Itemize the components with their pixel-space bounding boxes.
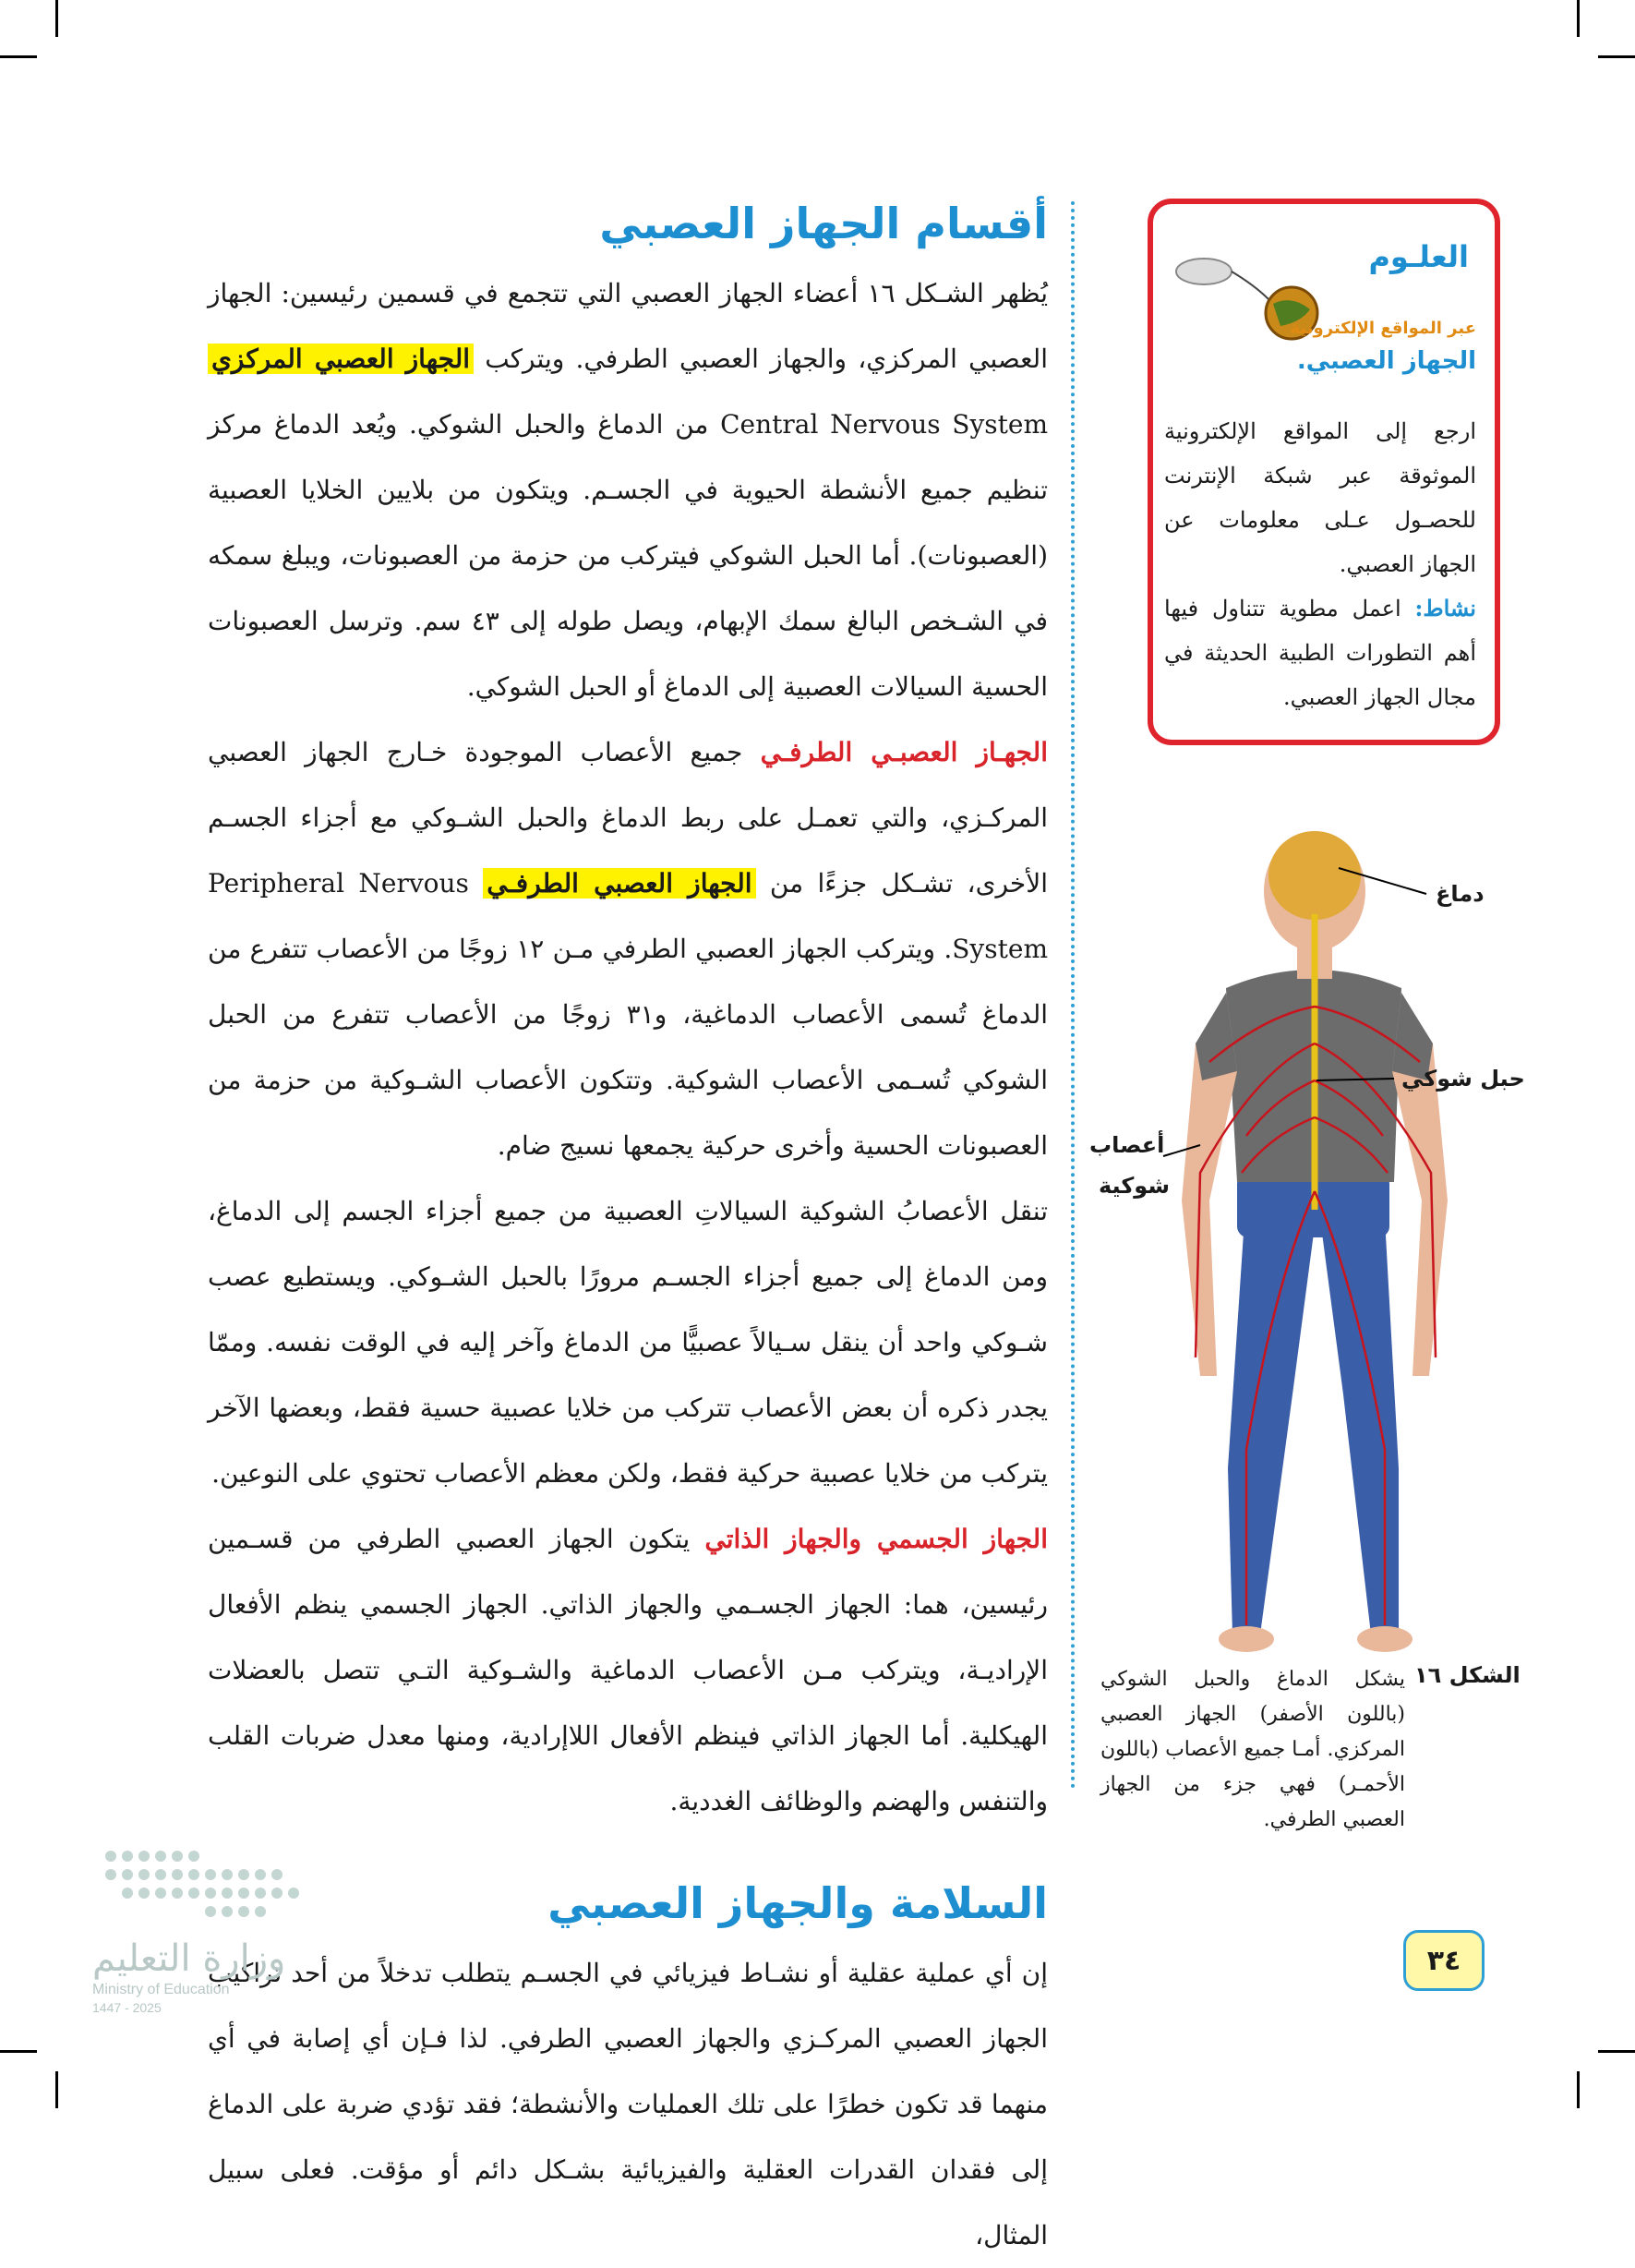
nervous-system-figure — [1089, 803, 1551, 1764]
activity-label: نشاط: — [1414, 595, 1476, 621]
ministry-english: Ministry of Education — [92, 1982, 230, 1997]
science-online-logo — [1162, 230, 1476, 338]
crop-mark — [55, 2071, 58, 2108]
figure-caption: يشكل الدماغ والحبل الشوكي (باللون الأصفر) الجهاز العصبي المركزي. أمـا جميع الأعصاب (باللون الأحمـر) فهي جزء من الجهاز العصبي الطرفي. — [1100, 1668, 1405, 1831]
label-spinal-nerves-2: شوكية — [1099, 1173, 1170, 1199]
sidebox-instructions: ارجع إلى المواقع الإلكترونية الموثوقة عبر شبكة الإنترنت للحصـول عـلى معلومات عن الجهاز العصبي. — [1164, 418, 1476, 577]
paragraph-spinal-nerves: تنقل الأعصابُ الشوكية السيالاتِ العصبية من جميع أجزاء الجسم إلى الدماغ، ومن الدماغ إلى جميع أجزاء الجسـم مرورًا بالحبل الشـوكي. ويستطيع عصب شـوكي واحد أن ينقل سـيالاً عصبيًّا من الدماغ وآخر إليه في الوقت نفسه. وممّا يجدر ذكره أن بعض الأعصاب تتركب من خلايا عصبية حسية فقط، وبعضها الآخر يتركب من خلايا عصبية حركية فقط، ولكن معظم الأعصاب تحتوي على النوعين. — [208, 1196, 1048, 1490]
key-term-cns: الجهاز العصبي المركزي — [208, 344, 474, 374]
section-heading-safety: السلامة والجهاز العصبي — [547, 1878, 1048, 1929]
text-run: جميع الأعصاب الموجودة خـارج الجهاز العصبي المركـزي، والتي تعمـل على ربط الدماغ والحبل الشـوكي مع أجزاء الجسـم الأخرى، تشـكل جزءًا من — [208, 737, 1048, 899]
ministry-logo — [92, 1838, 314, 2022]
ministry-arabic: وزارة التعليم — [92, 1937, 286, 1980]
column-divider — [1071, 201, 1075, 1790]
page-number: ٣٤ — [1403, 1930, 1485, 1991]
activity-text: اعمل مطوية تتناول فيها أهم التطورات الطبية الحديثة في مجال الجهاز العصبي. — [1164, 596, 1476, 710]
ministry-year: 2025 - 1447 — [92, 2000, 162, 2015]
logo-online-text: عبر المواقع الإلكترونية — [1290, 319, 1476, 338]
callout-lines — [1108, 803, 1551, 1764]
sidebox-body — [1164, 409, 1476, 719]
crop-mark — [0, 55, 37, 58]
crop-mark — [0, 2050, 37, 2053]
section-heading-divisions: أقسام الجهاز العصبي — [599, 199, 1048, 248]
paragraph-divisions — [208, 260, 1048, 719]
sidebox-title: الجهاز العصبي. — [1296, 347, 1476, 375]
main-text-column — [208, 199, 1048, 2268]
paragraph-somatic-autonomic — [208, 1506, 1048, 1834]
key-term-pns: الجهاز العصبي الطرفـي — [483, 868, 755, 899]
crop-mark — [55, 0, 58, 37]
figure-number: الشكل ١٦ — [1414, 1662, 1521, 1688]
crop-mark — [1577, 0, 1580, 37]
label-brain: دماغ — [1436, 881, 1485, 907]
latin-term-cns: Central Nervous System — [720, 409, 1049, 440]
key-term-somatic-autonomic: الجهاز الجسمي والجهاز الذاتي — [704, 1524, 1048, 1555]
text-run: يتكون الجهاز العصبي الطرفي من قسـمين رئيسين، هما: الجهاز الجسـمي والجهاز الذاتي. الجهاز الجسمي ينظم الأفعال الإراديـة، ويتركب مـن الأعصاب الدماغية والشـوكية التـي تتصل بالعضلات الهيكلية. أما الجهاز الذاتي فينظم الأفعال اللاإرادية، ومنها معدل ضربات القلب والتنفس والهضم والوظائف الغددية. — [208, 1524, 1048, 1817]
web-sidebar-box — [1148, 199, 1500, 745]
ministry-dots-icon — [92, 1838, 314, 1930]
text-run: . ويتركب الجهاز العصبي الطرفي مـن ١٢ زوجًا من الأعصاب تتفرع من الدماغ تُسمى الأعصاب الدماغية، و٣١ زوجًا من الأعصاب تتفرع من الحبل الشوكي تُسـمى الأعصاب الشوكية. وتتكون الأعصاب الشـوكية من حزمة من العصبونات الحسية وأخرى حركية يجمعها نسيج ضام. — [208, 934, 1049, 1162]
logo-science-text: العلـوم — [1368, 239, 1469, 274]
label-spinal-nerves: أعصاب — [1089, 1132, 1165, 1158]
crop-mark — [1577, 2071, 1580, 2108]
paragraph-pns — [208, 719, 1048, 1178]
paragraph-safety: إن أي عملية عقلية أو نشـاط فيزيائي في الجسـم يتطلب تدخلاً من أحد تراكيب الجهاز العصبي المركـزي والجهاز العصبي الطرفي. لذا فـإن أي إصابة في أي منهما قد تكون خطرًا على تلك العمليات والأنشطة؛ فقد تؤدي ضربة على الدماغ إلى فقدان القدرات العقلية والفيزيائية بشـكل دائم أو مؤقت. فعلى سبيل المثال، — [208, 1958, 1048, 2251]
label-spinal-cord: حبل شوكي — [1401, 1066, 1525, 1092]
crop-mark — [1598, 2050, 1635, 2053]
text-run: يُظهر الشـكل ١٦ أعضاء الجهاز العصبي التي تتجمع في قسمين رئيسين: الجهاز العصبي المركزي، والجهاز العصبي الطرفي. ويتركب — [208, 278, 1049, 375]
latin-term-pns: Peripheral Nervous System — [208, 868, 1048, 965]
key-term-pns-red: الجهـاز العصبـي الطرفـي — [760, 737, 1048, 768]
text-run: من الدماغ والحبل الشوكي. ويُعد الدماغ مركز تنظيم جميع الأنشطة الحيوية في الجسـم. ويتكون من بلايين الخلايا العصبية (العصبونات). أما الحبل الشوكي فيتركب من حزمة من العصبونات، ويبلغ سمكه في الشـخص البالغ سمك الإبهام، ويصل طوله إلى ٤٣ سم. وترسل العصبونات الحسية السيالات العصبية إلى الدماغ أو الحبل الشوكي. — [208, 409, 1049, 703]
crop-mark — [1598, 55, 1635, 58]
